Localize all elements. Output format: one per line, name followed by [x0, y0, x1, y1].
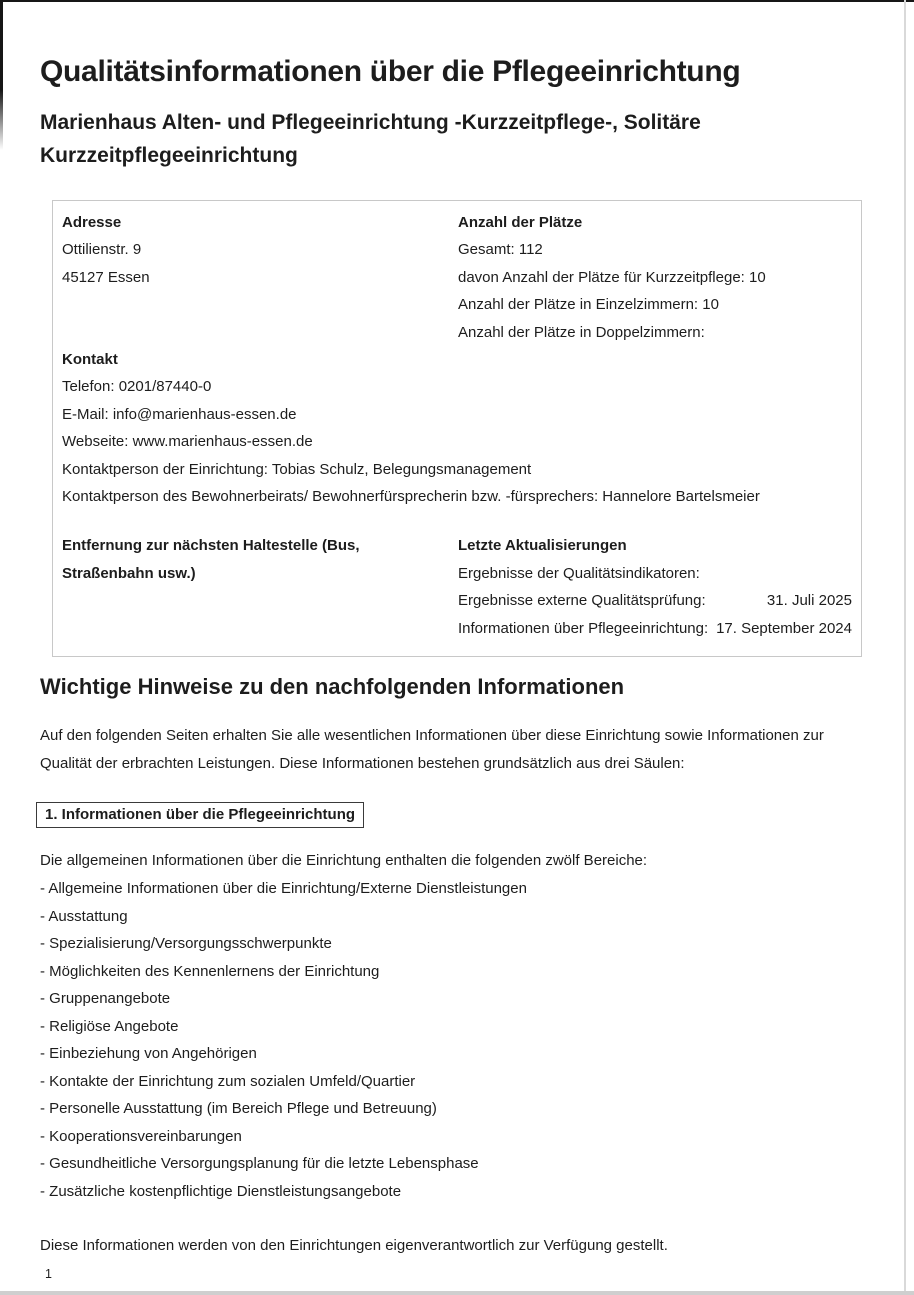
page-right-edge: [904, 0, 906, 1295]
list-item: - Möglichkeiten des Kennenlernens der Einrichtung: [40, 962, 380, 980]
update-label: Ergebnisse externe Qualitätsprüfung:: [458, 592, 706, 610]
contact-email: E-Mail: info@marienhaus-essen.de: [62, 405, 297, 423]
contact-label: Kontakt: [62, 351, 118, 369]
list-item: - Ausstattung: [40, 907, 128, 925]
list-item: - Personelle Ausstattung (im Bereich Pflege und Betreuung): [40, 1100, 437, 1118]
contact-person-residents: Kontaktperson des Bewohnerbeirats/ Bewohnerfürsprecherin bzw. -fürsprechers: Hannelore Bartelsmeier: [62, 488, 760, 506]
list-item: - Gruppenangebote: [40, 990, 171, 1008]
capacity-shortterm: davon Anzahl der Plätze für Kurzzeitpflege: 10: [458, 268, 766, 286]
capacity-total: Gesamt: 112: [458, 241, 543, 259]
areas-list-intro: Die allgemeinen Informationen über die Einrichtung enthalten die folgenden zwölf Bereiche:: [40, 852, 648, 870]
update-value: 31. Juli 2025: [766, 592, 852, 610]
pillar-1-label: 1. Informationen über die Pflegeeinrichtung: [45, 806, 356, 824]
pillar-1-box: [36, 802, 364, 828]
contact-phone: Telefon: 0201/87440-0: [62, 378, 212, 396]
notes-heading: Wichtige Hinweise zu den nachfolgenden Informationen: [40, 674, 625, 700]
address-city: 45127 Essen: [62, 268, 150, 286]
contact-person-facility: Kontaktperson der Einrichtung: Tobias Schulz, Belegungsmanagement: [62, 460, 532, 478]
facility-info-box: [52, 200, 862, 657]
updates-label: Letzte Aktualisierungen: [458, 537, 627, 555]
list-item: - Religiöse Angebote: [40, 1017, 179, 1035]
facility-name: Marienhaus Alten- und Pflegeeinrichtung -Kurzzeitpflege-, Solitäre Kurzzeitpflegeeinrichtung: [40, 111, 701, 167]
list-item: - Kooperationsvereinbarungen: [40, 1127, 242, 1145]
document-page: [40, 0, 866, 1281]
address-street: Ottilienstr. 9: [62, 241, 142, 259]
capacity-double-rooms: Anzahl der Plätze in Doppelzimmern:: [458, 323, 705, 341]
list-item: - Einbeziehung von Angehörigen: [40, 1045, 257, 1063]
list-item: - Zusätzliche kostenpflichtige Dienstleistungsangebote: [40, 1182, 402, 1200]
page-title: Qualitätsinformationen über die Pflegeeinrichtung: [40, 55, 741, 88]
contact-website: Webseite: www.marienhaus-essen.de: [62, 433, 313, 451]
distance-label: Entfernung zur nächsten Haltestelle (Bus, Straßenbahn usw.): [62, 537, 360, 582]
page-number: 1: [45, 1267, 52, 1282]
list-item: - Spezialisierung/Versorgungsschwerpunkte: [40, 935, 332, 953]
notes-intro: Auf den folgenden Seiten erhalten Sie alle wesentlichen Informationen über diese Einrichtung sowie Informationen zur Qualität der erbrachten Leistungen. Diese Informationen bestehen grundsätzlich aus drei Säulen:: [40, 727, 824, 773]
list-item: - Kontakte der Einrichtung zum sozialen Umfeld/Quartier: [40, 1072, 416, 1090]
update-row-external-audit: [458, 587, 852, 614]
update-row-indicators: [458, 560, 852, 587]
responsibility-note: Diese Informationen werden von den Einrichtungen eigenverantwortlich zur Verfügung gestellt.: [40, 1237, 668, 1255]
update-row-facility-info: [458, 615, 852, 642]
page-bottom-edge: [0, 1291, 914, 1295]
distance-updates-row: [62, 532, 852, 642]
address-capacity-row: [62, 209, 852, 346]
update-label: Ergebnisse der Qualitätsindikatoren:: [458, 564, 700, 582]
list-item: - Allgemeine Informationen über die Einrichtung/Externe Dienstleistungen: [40, 880, 527, 898]
address-label: Adresse: [62, 214, 122, 231]
update-label: Informationen über Pflegeeinrichtung:: [458, 619, 709, 637]
update-value: 17. September 2024: [716, 619, 852, 637]
capacity-block: [458, 209, 852, 346]
page-left-edge: [0, 0, 3, 150]
updates-block: [458, 532, 852, 642]
contact-block: [62, 346, 852, 510]
capacity-label: Anzahl der Plätze: [458, 214, 583, 231]
list-item: - Gesundheitliche Versorgungsplanung für die letzte Lebensphase: [40, 1155, 479, 1173]
capacity-single-rooms: Anzahl der Plätze in Einzelzimmern: 10: [458, 296, 719, 314]
areas-list: [40, 875, 866, 1205]
address-block: [62, 209, 458, 346]
distance-block: [62, 532, 458, 642]
